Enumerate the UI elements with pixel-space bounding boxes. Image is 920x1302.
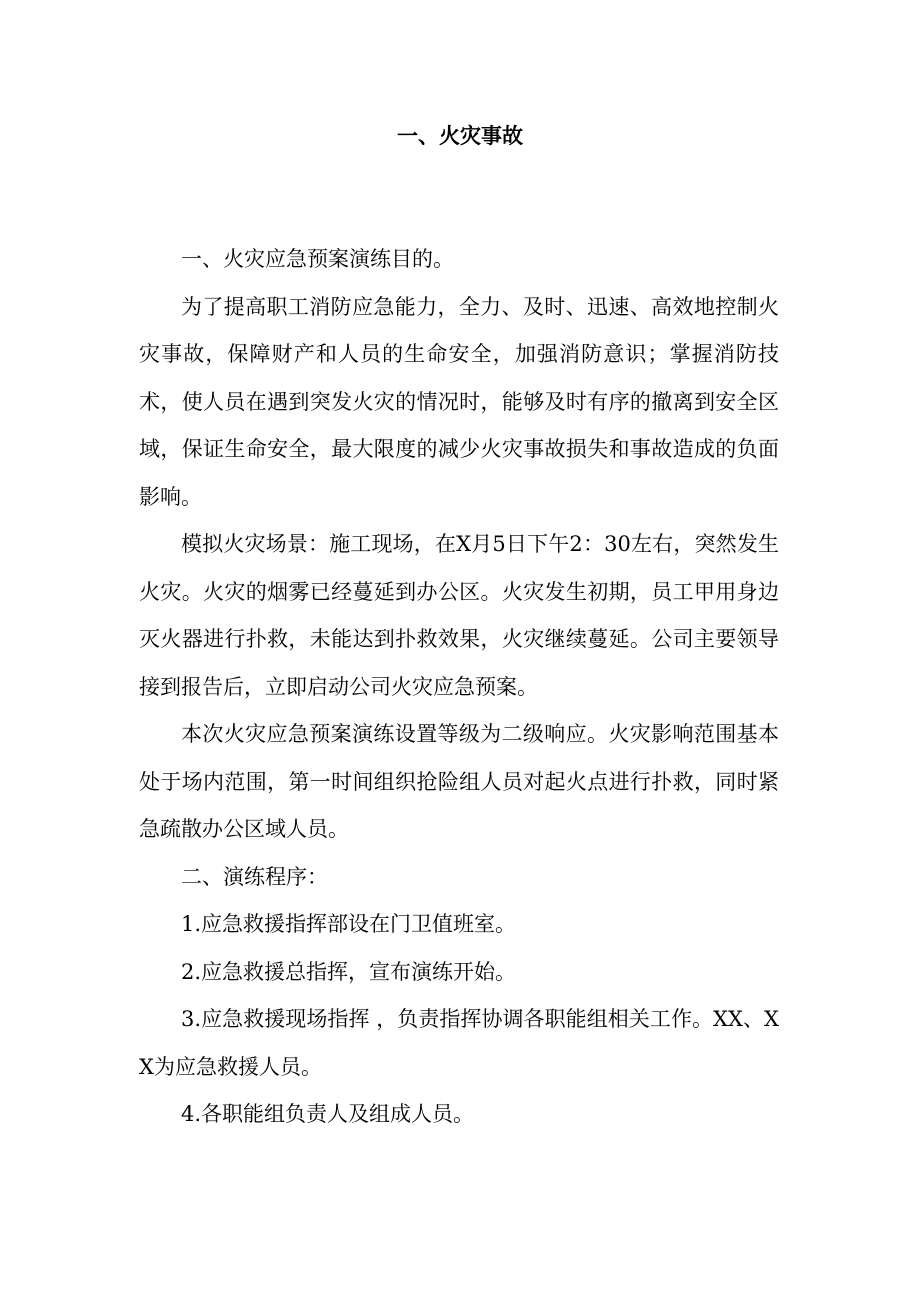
document-body xyxy=(139,236,779,1139)
paragraph-fire-scenario: 模拟火灾场景：施工现场，在X月5日下午2：30左右，突然发生火灾。火灾的烟雾已经蔓延到办公区。火灾发生初期，员工甲用身边灭火器进行扑救，未能达到扑救效果，火灾继续蔓延。公司主要领导接到报告后，立即启动公司火灾应急预案。 xyxy=(139,532,779,699)
paragraph-response-level: 本次火灾应急预案演练设置等级为二级响应。火灾影响范围基本处于场内范围，第一时间组织抢险组人员对起火点进行扑救，同时紧急疏散办公区域人员。 xyxy=(139,722,779,841)
paragraph-drill-purpose: 为了提高职工消防应急能力，全力、及时、迅速、高效地控制火灾事故，保障财产和人员的生命安全，加强消防意识；掌握消防技术，使人员在遇到突发火灾的情况时，能够及时有序的撤离到安全区域，保证生命安全，最大限度的减少火灾事故损失和事故造成的负面影响。 xyxy=(139,294,779,509)
paragraph-drill-purpose-heading: 一、火灾应急预案演练目的。 xyxy=(181,247,454,271)
paragraph-procedure-heading: 二、演练程序： xyxy=(181,864,328,889)
paragraph-procedure-step-2: 2.应急救援总指挥，宣布演练开始。 xyxy=(181,959,517,984)
paragraph-procedure-step-3: 3.应急救援现场指挥 ，负责指挥协调各职能组相关工作。XX、XX为应急救援人员。 xyxy=(139,1007,779,1079)
paragraph-procedure-step-1: 1.应急救援指挥部设在门卫值班室。 xyxy=(181,912,517,936)
paragraph-procedure-step-4: 4.各职能组负责人及组成人员。 xyxy=(181,1102,475,1126)
document-title: 一、火灾事故 xyxy=(397,124,523,148)
